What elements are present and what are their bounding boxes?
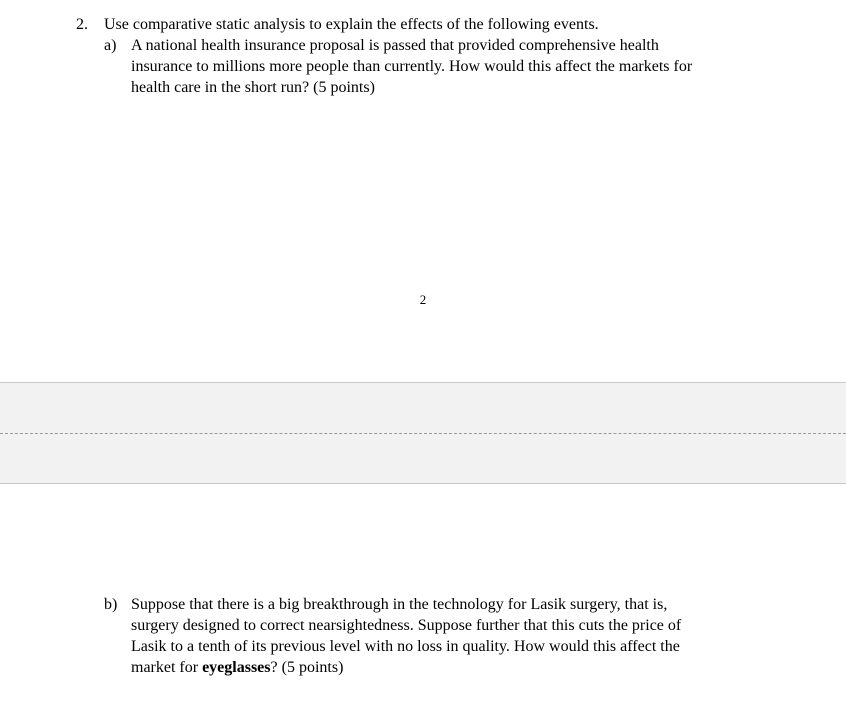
part-b-line-4-suffix: ? (5 points) [270,659,344,676]
part-b-line-2: surgery designed to correct nearsightedness. Suppose further that this cuts the price of [131,617,682,634]
part-a-line-1: A national health insurance proposal is passed that provided comprehensive health [131,37,659,54]
part-a-label: a) [104,37,117,54]
part-b-line-4 [131,658,343,678]
part-a-line-3: health care in the short run? (5 points) [131,79,375,96]
question-number: 2. [76,16,88,33]
page-number: 2 [419,292,427,307]
page-break-dashed-line [0,433,846,434]
part-b-bold-term: eyeglasses [202,659,271,676]
page-break-separator [0,382,846,484]
part-a-line-2: insurance to millions more people than currently. How would this affect the markets for [131,58,693,75]
part-b-line-4-prefix: market for [131,659,203,676]
part-b-line-1: Suppose that there is a big breakthrough in the technology for Lasik surgery, that is, [131,596,668,613]
part-b-label: b) [104,596,118,613]
part-b-line-3: Lasik to a tenth of its previous level with no loss in quality. How would this affect the [131,638,680,655]
question-stem: Use comparative static analysis to explain the effects of the following events. [104,16,599,33]
